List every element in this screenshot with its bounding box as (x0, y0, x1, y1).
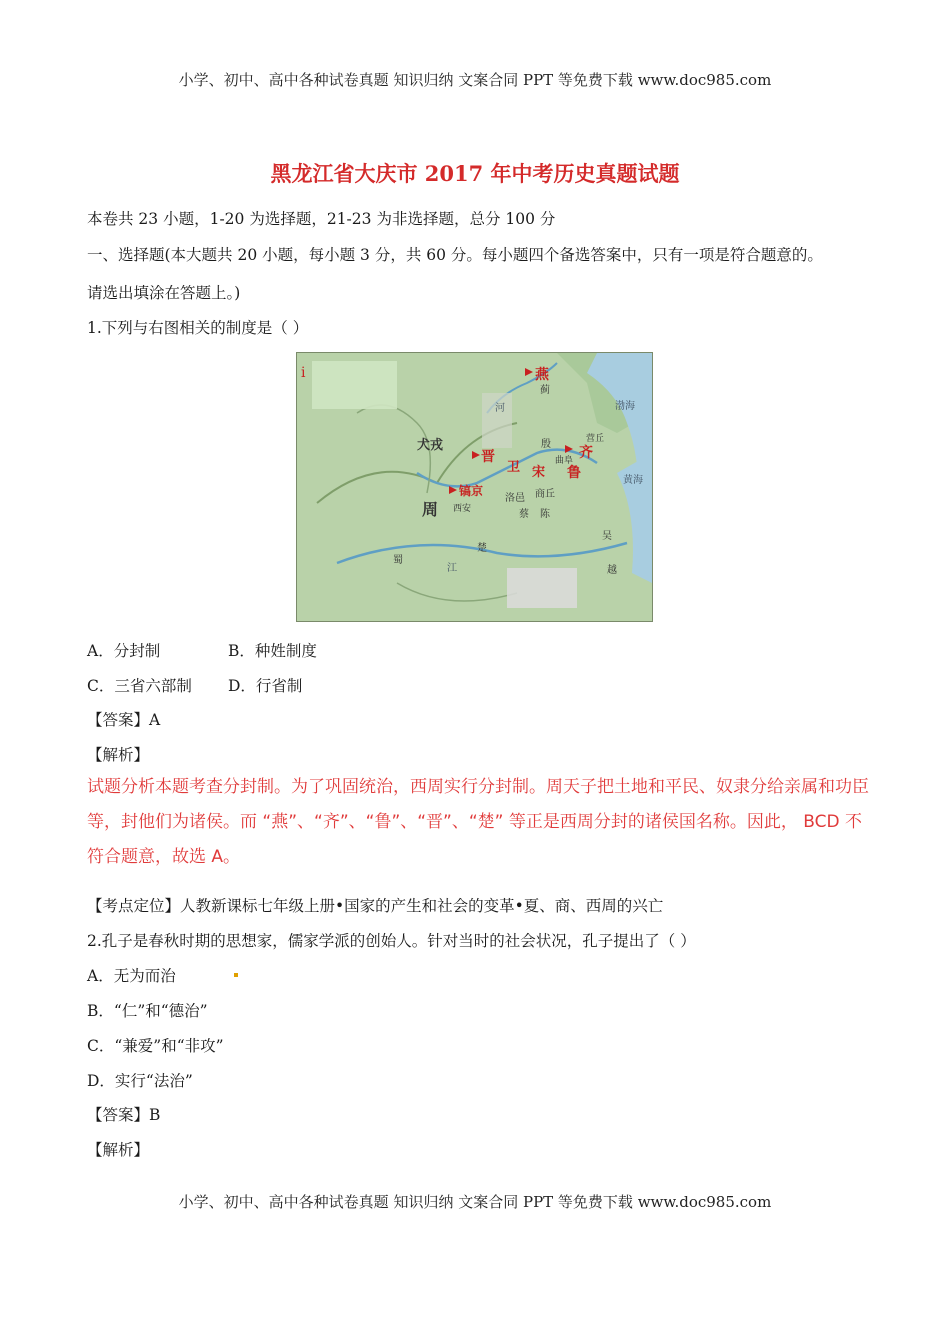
q2-answer: 【答案】B (87, 1106, 161, 1124)
label-qi: 齐 (579, 445, 593, 461)
label-river-he: 河 (495, 403, 505, 414)
q1-analysis-text: 试题分析本题考查分封制。为了巩固统治，西周实行分封制。周天子把土地和平民、奴隶分给亲属和功臣等，封他们为诸侯。而 “燕”、“齐”、“鲁”、“晋”、“楚” 等正是西周分封的诸侯国名称。因此， BCD 不符合题意，故选 A。 (87, 777, 869, 867)
stray-mark (234, 973, 238, 977)
label-wu: 吴 (602, 531, 612, 542)
q1-answer: 【答案】A (87, 711, 161, 729)
label-sea-huang: 黄海 (623, 475, 643, 486)
page-header: 小学、初中、高中各种试卷真题 知识归纳 文案合同 PPT 等免费下载 www.doc985.com (178, 71, 772, 89)
label-song: 宋 (532, 465, 546, 480)
label-zhou: 周 (422, 500, 439, 519)
q1-analysis-label: 【解析】 (87, 746, 150, 764)
label-haojing: 镐京 (459, 484, 484, 498)
map-graphic (297, 353, 652, 621)
label-sea-bohai: 渤海 (615, 401, 635, 412)
label-jin: 晋 (481, 449, 495, 465)
label-qufu: 曲阜 (555, 456, 574, 466)
western-zhou-map (296, 352, 653, 622)
label-wei: 卫 (507, 460, 521, 475)
question1-stem: 1.下列与右图相关的制度是（ ） (87, 319, 309, 337)
label-river-jiang: 江 (447, 563, 457, 574)
question2-stem: 2.孔子是春秋时期的思想家，儒家学派的创始人。针对当时的社会状况，孔子提出了（ ） (87, 932, 696, 950)
label-lu: 鲁 (567, 465, 581, 481)
q1-option-a: A．分封制 (87, 642, 161, 660)
q1-option-c: C．三省六部制 (87, 677, 192, 695)
label-yue: 越 (607, 565, 617, 576)
label-quanrong: 犬戎 (417, 438, 444, 453)
label-yingqiu: 营丘 (586, 434, 605, 444)
q1-option-d: D．行省制 (228, 677, 303, 695)
section1-instructions-line2: 请选出填涂在答题上。) (87, 284, 241, 302)
q2-option-a: A．无为而治 (87, 967, 176, 985)
label-chen: 陈 (540, 509, 550, 520)
intro-text: 本卷共 23 小题，1-20 为选择题，21-23 为非选择题，总分 100 分 (87, 210, 556, 228)
label-shu: 蜀 (393, 555, 403, 566)
svg-text:i: i (301, 365, 306, 381)
label-shangqiu: 商丘 (535, 489, 555, 500)
label-yan: 燕 (535, 367, 549, 383)
label-xian: 西安 (453, 504, 472, 514)
label-luoyi: 洛邑 (505, 493, 525, 504)
q1-option-b: B．种姓制度 (228, 642, 317, 660)
document-title: 黑龙江省大庆市 2017 年中考历史真题试题 (270, 161, 680, 186)
label-ji: 蓟 (540, 385, 550, 396)
label-cai: 蔡 (519, 509, 529, 520)
q2-option-c: C．“兼爱”和“非攻” (87, 1037, 224, 1055)
q1-kaodian: 【考点定位】人教新课标七年级上册•国家的产生和社会的变革•夏、商、西周的兴亡 (87, 897, 664, 915)
section1-instructions-line1: 一、选择题(本大题共 20 小题，每小题 3 分，共 60 分。每小题四个备选答案中，只有一项是符合题意的。 (87, 246, 823, 264)
q2-analysis-label: 【解析】 (87, 1141, 150, 1159)
label-yin: 殷 (541, 439, 551, 450)
label-chu: 楚 (477, 543, 487, 554)
page-footer: 小学、初中、高中各种试卷真题 知识归纳 文案合同 PPT 等免费下载 www.doc985.com (178, 1193, 772, 1211)
q2-option-d: D．实行“法治” (87, 1072, 193, 1090)
q2-option-b: B．“仁”和“德治” (87, 1002, 208, 1020)
